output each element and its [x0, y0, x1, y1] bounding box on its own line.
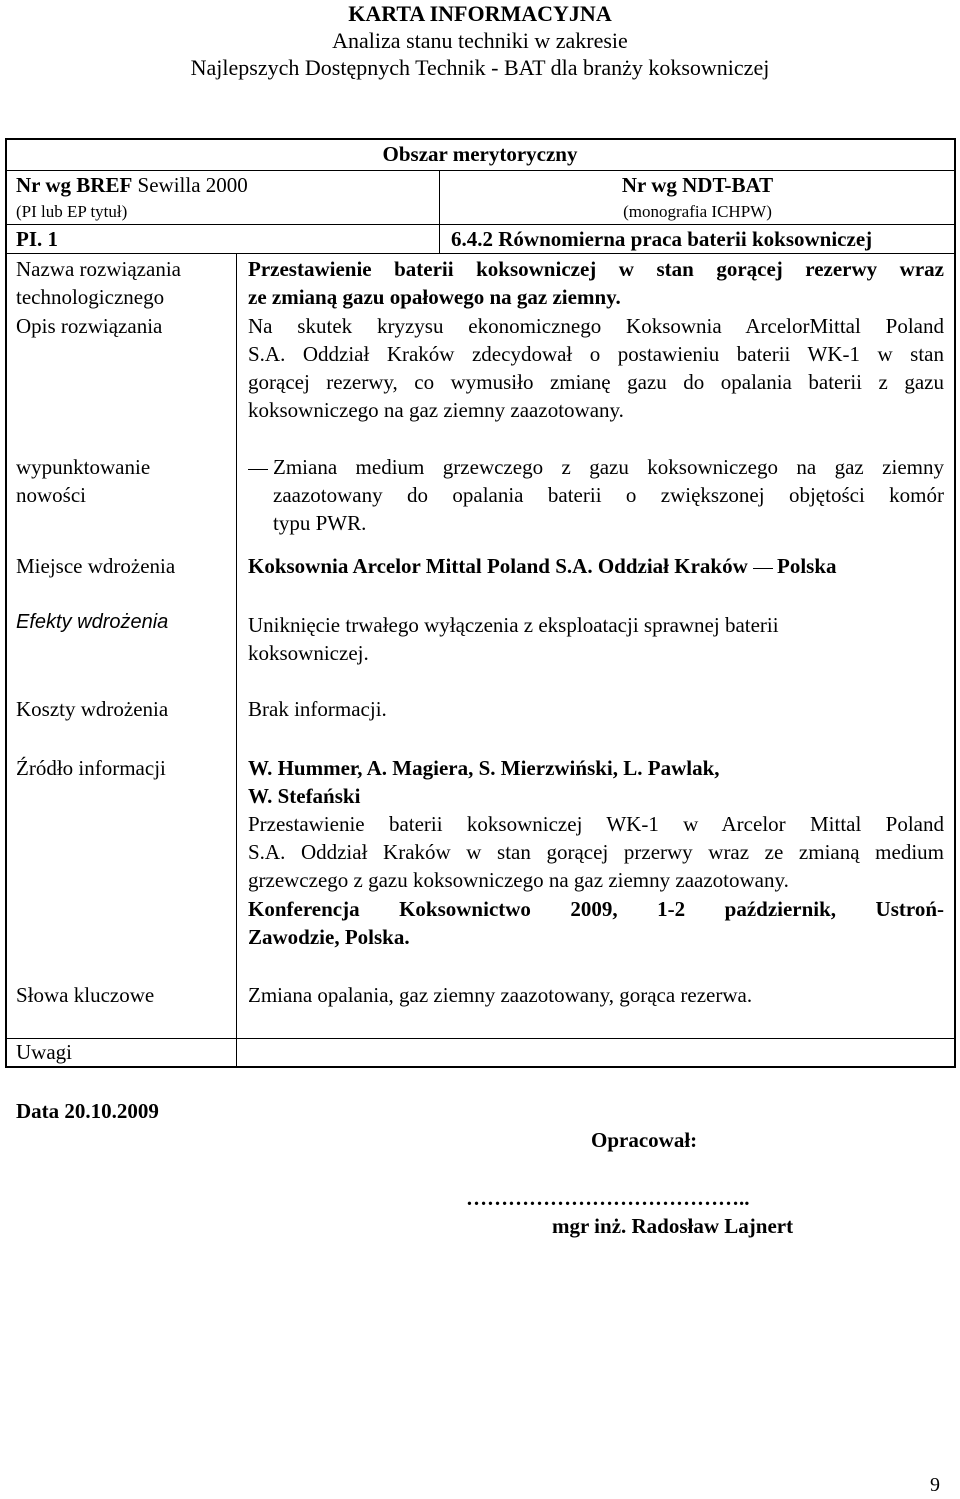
solution-name-line-1: Przestawienie baterii koksowniczej w stan gorącej rezerwy wraz	[248, 257, 944, 281]
signature-dots: …………………………………..	[466, 1186, 750, 1210]
bref-sublabel: (PI lub EP tytuł)	[16, 202, 128, 221]
description-line-2: S.A. Oddział Kraków zdecydował o postawieniu baterii WK-1 w stan	[248, 342, 944, 366]
pi-number: PI. 1	[16, 227, 58, 251]
document-date: Data 20.10.2009	[16, 1099, 159, 1123]
area-heading: Obszar merytoryczny	[382, 142, 578, 166]
name-label-line-2: technologicznego	[16, 285, 165, 309]
novelty-line-1: Zmiana medium grzewczego z gazu koksowniczego na gaz ziemny	[273, 455, 944, 479]
novelty-line-3: typu PWR.	[273, 511, 367, 535]
page-number: 9	[930, 1474, 940, 1496]
source-title-line-2: S.A. Oddział Kraków w stan gorącej przerwy wraz ze zmianą medium	[248, 840, 944, 864]
description-line-3: gorącej rezerwy, co wymusiło zmianę gazu do opalania baterii z gazu	[248, 370, 944, 394]
ndt-label: Nr wg NDT-BAT	[621, 173, 774, 197]
card-title: KARTA INFORMACYJNA	[348, 1, 612, 26]
author-name: mgr inż. Radosław Lajnert	[552, 1214, 794, 1238]
place-value	[248, 552, 837, 580]
document-header	[0, 0, 960, 81]
keywords-label: Słowa kluczowe	[16, 983, 155, 1007]
novelty-label-line-2: nowości	[16, 483, 86, 507]
description-line-4: koksowniczego na gaz ziemny zaazotowany.	[248, 398, 624, 422]
bref-label-rest: Sewilla 2000	[132, 173, 248, 197]
description-label: Opis rozwiązania	[16, 314, 163, 338]
bref-label	[16, 171, 248, 199]
place-dash-icon	[753, 568, 773, 569]
novelty-label-line-1: wypunktowanie	[16, 455, 151, 479]
place-label: Miejsce wdrożenia	[16, 554, 176, 578]
effects-line-1: Uniknięcie trwałego wyłączenia z eksploatacji sprawnej baterii	[248, 613, 779, 637]
source-conference-line-2: Zawodzie, Polska.	[248, 925, 410, 949]
remarks-label: Uwagi	[16, 1040, 72, 1064]
costs-label: Koszty wdrożenia	[16, 697, 169, 721]
keywords-value: Zmiana opalania, gaz ziemny zaazotowany, gorąca rezerwa.	[248, 983, 753, 1007]
ndt-number: 6.4.2 Równomierna praca baterii koksowniczej	[451, 227, 873, 251]
place-value-main: Koksownia Arcelor Mittal Poland S.A. Oddział Kraków	[248, 554, 748, 578]
ndt-sublabel: (monografia ICHPW)	[623, 202, 772, 221]
source-title-line-3: grzewczego z gazu koksowniczego na gaz ziemny zaazotowany.	[248, 868, 789, 892]
bullet-dash-icon	[248, 453, 272, 481]
column-divider	[236, 254, 237, 1067]
source-authors-line-1: W. Hummer, A. Magiera, S. Mierzwiński, L. Pawlak,	[248, 756, 720, 780]
description-line-1: Na skutek kryzysu ekonomicznego Koksownia ArcelorMittal Poland	[248, 314, 944, 338]
source-conference-line-1: Konferencja Koksownictwo 2009, 1-2 październik, Ustroń-	[248, 897, 944, 921]
source-title-line-1: Przestawienie baterii koksowniczej WK-1 w Arcelor Mittal Poland	[248, 812, 944, 836]
source-label: Źródło informacji	[16, 756, 166, 780]
effects-line-2: koksowniczej.	[248, 641, 369, 665]
name-label-line-1: Nazwa rozwiązania	[16, 257, 181, 281]
row-divider	[6, 253, 955, 254]
bref-label-bold: Nr wg BREF	[16, 173, 133, 197]
solution-name-line-2: ze zmianą gazu opałowego na gaz ziemny.	[248, 285, 621, 309]
prepared-by-label: Opracował:	[591, 1128, 698, 1152]
card-subtitle-2: Najlepszych Dostępnych Technik - BAT dla branży koksowniczej	[190, 55, 770, 80]
novelty-line-2: zaazotowany do opalania baterii o zwiększonej objętości komór	[273, 483, 944, 507]
row-divider	[6, 1038, 955, 1039]
source-authors-line-2: W. Stefański	[248, 784, 361, 808]
costs-value: Brak informacji.	[248, 697, 387, 721]
card-subtitle-1: Analiza stanu techniki w zakresie	[332, 28, 628, 53]
effects-label: Efekty wdrożenia	[16, 611, 169, 633]
place-value-country: Polska	[777, 554, 837, 578]
